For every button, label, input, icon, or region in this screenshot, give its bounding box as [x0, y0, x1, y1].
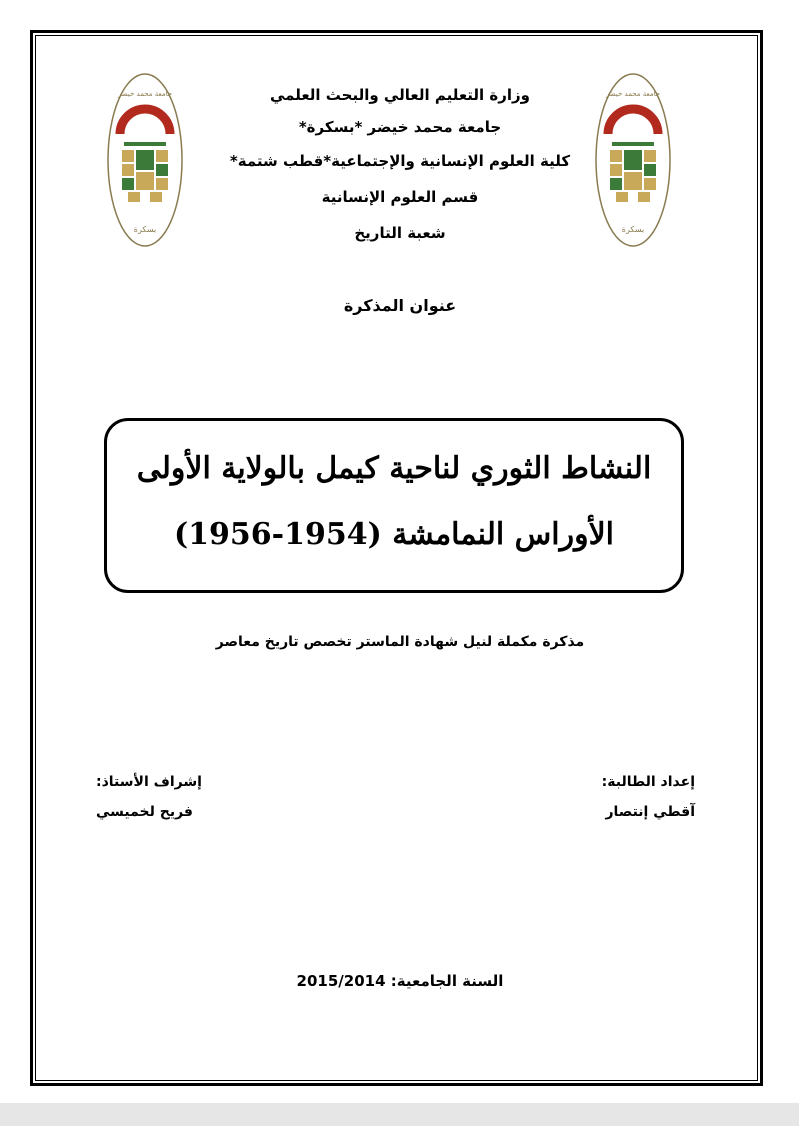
branch-name: شعبة التاريخ	[354, 224, 446, 242]
memo-title-label: عنوان المذكرة	[343, 296, 457, 315]
logo-bottom-text: بسكرة	[621, 225, 645, 234]
academic-year-value: 2015/2014	[296, 972, 386, 990]
ministry-name: وزارة التعليم العالي والبحث العلمي	[269, 86, 531, 104]
logo-top-text: جامعة محمد خيضر	[117, 90, 173, 98]
title-line-1: النشاط الثوري لناحية كيمل بالولاية الأولى	[136, 451, 652, 486]
student-label: إعداد الطالبة:	[601, 774, 695, 790]
title-box	[104, 418, 684, 593]
logo-top-text: جامعة محمد خيضر	[605, 90, 661, 98]
degree-statement: مذكرة مكملة لنيل شهادة الماستر تخصص تاريخ معاصر	[215, 634, 585, 650]
page-bottom-shade	[0, 1103, 799, 1126]
academic-year-label: السنة الجامعية:	[390, 972, 504, 990]
university-logo-left	[106, 72, 184, 248]
title-line-2: الأوراس النمامشة (1954-1956)	[173, 517, 615, 552]
logo-bottom-text: بسكرة	[133, 225, 157, 234]
supervisor-name: فريح لخميسي	[96, 804, 193, 820]
department-name: قسم العلوم الإنسانية	[321, 188, 479, 206]
faculty-name: كلية العلوم الإنسانية والإجتماعية*قطب شتمة*	[229, 152, 571, 170]
student-name: آقطي إنتصار	[605, 804, 695, 820]
supervisor-label: إشراف الأستاذ:	[96, 774, 202, 790]
university-name: جامعة محمد خيضر *بسكرة*	[298, 118, 502, 136]
academic-year	[250, 972, 550, 990]
